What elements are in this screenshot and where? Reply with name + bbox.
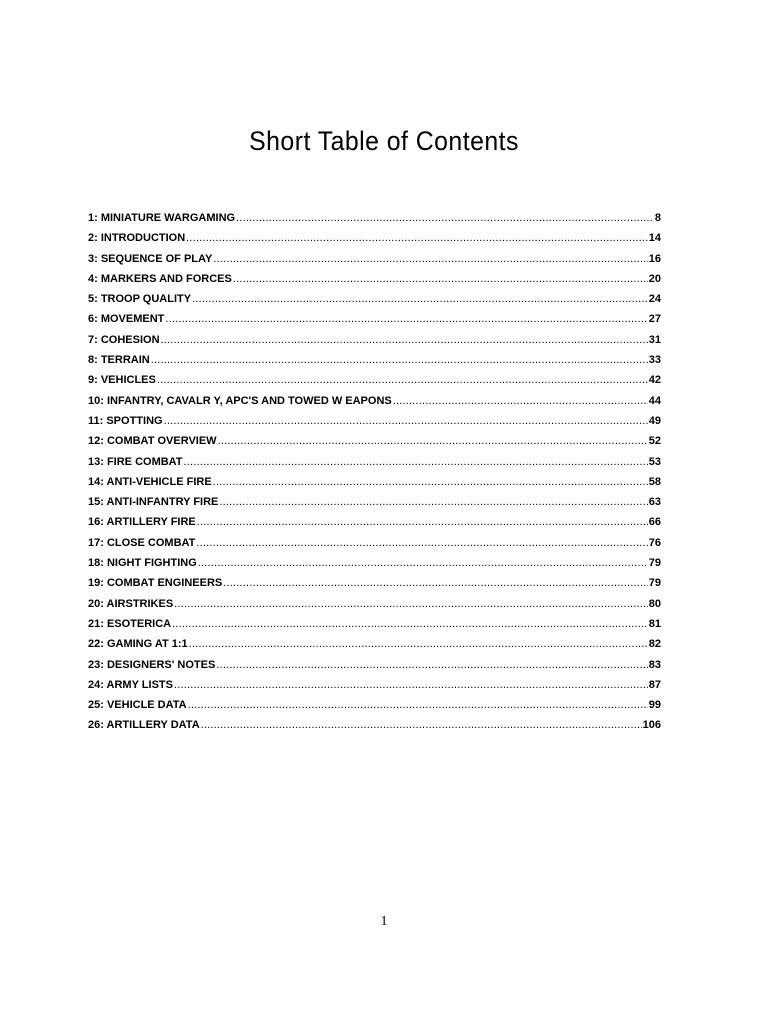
toc-entry <box>88 232 661 252</box>
toc-entry-label: 4: MARKERS AND FORCES <box>88 272 232 285</box>
toc-entry-page: 31 <box>648 333 661 346</box>
toc-entry <box>88 679 661 699</box>
toc-entry-label: 5: TROOP QUALITY <box>88 293 192 306</box>
toc-entry-page: 42 <box>648 374 661 387</box>
toc-entry-label: 7: COHESION <box>88 333 160 346</box>
toc-entry-label: 20: AIRSTRIKES <box>88 597 174 610</box>
toc-entry-page: 63 <box>648 496 661 509</box>
toc-entry-page: 83 <box>648 658 661 671</box>
toc-entry-label: 10: INFANTRY, CAVALR Y, APC'S AND TOWED W EAPONS <box>88 394 392 407</box>
toc-entry-label: 23: DESIGNERS' NOTES <box>88 658 216 671</box>
toc-entry-page: 79 <box>648 557 661 570</box>
toc-entry <box>88 435 661 455</box>
dot-leader <box>218 435 648 447</box>
toc-entry <box>88 557 661 577</box>
toc-entry <box>88 598 661 618</box>
toc-entry <box>88 699 661 719</box>
toc-entry-page: 66 <box>648 516 661 529</box>
dot-leader <box>164 415 648 427</box>
page-title: Short Table of Contents <box>249 126 519 156</box>
dot-leader <box>393 395 648 407</box>
toc-entry <box>88 719 661 739</box>
toc-entry <box>88 456 661 476</box>
toc-entry-page: 8 <box>654 212 661 224</box>
toc-entry <box>88 537 661 557</box>
toc-entry <box>88 212 661 232</box>
dot-leader <box>157 374 648 386</box>
dot-leader <box>189 638 648 650</box>
toc-entry-page: 58 <box>648 475 661 488</box>
toc-entry <box>88 374 661 394</box>
toc-entry <box>88 334 661 354</box>
dot-leader <box>213 253 647 265</box>
toc-entry-page: 44 <box>648 394 661 407</box>
toc-entry-page: 87 <box>648 678 661 691</box>
toc-entry-page: 20 <box>648 272 661 285</box>
toc-entry-label: 11: SPOTTING <box>88 414 163 427</box>
toc-entry-label: 26: ARTILLERY DATA <box>88 719 200 732</box>
toc-entry <box>88 659 661 679</box>
toc-entry-label: 24: ARMY LISTS <box>88 678 173 691</box>
dot-leader <box>184 456 648 468</box>
toc-entry-page: 52 <box>648 435 661 448</box>
dot-leader <box>216 659 647 671</box>
toc-entry <box>88 415 661 435</box>
dot-leader <box>223 577 647 589</box>
toc-entry-label: 3: SEQUENCE OF PLAY <box>88 252 213 265</box>
toc-entry-page: 16 <box>648 252 661 265</box>
toc-entry-label: 6: MOVEMENT <box>88 313 165 326</box>
dot-leader <box>197 516 648 528</box>
dot-leader <box>165 313 647 325</box>
dot-leader <box>174 679 648 691</box>
toc-entry <box>88 618 661 638</box>
toc-entry-label: 25: VEHICLE DATA <box>88 699 187 712</box>
toc-entry <box>88 577 661 597</box>
dot-leader <box>174 598 648 610</box>
toc-entry-label: 1: MINIATURE WARGAMING <box>88 212 236 224</box>
toc-entry-label: 19: COMBAT ENGINEERS <box>88 577 223 590</box>
toc-entry-page: 80 <box>648 597 661 610</box>
dot-leader <box>201 719 642 731</box>
toc-entry-page: 27 <box>648 313 661 326</box>
toc-entry-label: 2: INTRODUCTION <box>88 232 186 245</box>
toc-entry-label: 16: ARTILLERY FIRE <box>88 516 196 529</box>
toc-entry-label: 8: TERRAIN <box>88 354 150 367</box>
toc-entry-label: 18: NIGHT FIGHTING <box>88 557 197 570</box>
toc-entry-page: 49 <box>648 414 661 427</box>
dot-leader <box>213 476 648 488</box>
toc-entry <box>88 395 661 415</box>
toc-entry-label: 13: FIRE COMBAT <box>88 455 183 468</box>
toc-entry-label: 9: VEHICLES <box>88 374 156 387</box>
dot-leader <box>198 557 648 569</box>
dot-leader <box>192 293 648 305</box>
page-number: 1 <box>380 914 388 929</box>
dot-leader <box>188 699 648 711</box>
toc-entry-page: 33 <box>648 354 661 367</box>
toc-entry-label: 14: ANTI-VEHICLE FIRE <box>88 475 212 488</box>
toc-entry-label: 21: ESOTERICA <box>88 617 172 630</box>
toc-entry-label: 22: GAMING AT 1:1 <box>88 638 188 651</box>
dot-leader <box>161 334 648 346</box>
toc-entry <box>88 496 661 516</box>
toc-entry <box>88 313 661 333</box>
toc-entry-page: 79 <box>648 577 661 590</box>
toc-entry-label: 15: ANTI-INFANTRY FIRE <box>88 496 219 509</box>
toc-entry-label: 12: COMBAT OVERVIEW <box>88 435 217 448</box>
dot-leader <box>233 273 648 285</box>
toc-entry-page: 14 <box>648 232 661 245</box>
dot-leader <box>219 496 647 508</box>
dot-leader <box>196 537 647 549</box>
toc-entry <box>88 638 661 658</box>
dot-leader <box>151 354 648 366</box>
dot-leader <box>236 212 654 224</box>
toc-entry <box>88 476 661 496</box>
toc-entry-page: 82 <box>648 638 661 651</box>
dot-leader <box>186 232 648 244</box>
toc-entry-page: 99 <box>648 699 661 712</box>
toc-entry <box>88 293 661 313</box>
toc-entry-page: 81 <box>648 617 661 630</box>
toc-entry-page: 24 <box>648 293 661 306</box>
toc-entry-page: 53 <box>648 455 661 468</box>
toc-entry-label: 17: CLOSE COMBAT <box>88 536 196 549</box>
toc-entry <box>88 354 661 374</box>
toc-entry <box>88 273 661 293</box>
toc-entry-page: 76 <box>648 536 661 549</box>
toc-entry-page: 106 <box>642 719 661 732</box>
toc-entry <box>88 253 661 273</box>
table-of-contents <box>88 212 661 740</box>
toc-entry <box>88 516 661 536</box>
dot-leader <box>172 618 648 630</box>
